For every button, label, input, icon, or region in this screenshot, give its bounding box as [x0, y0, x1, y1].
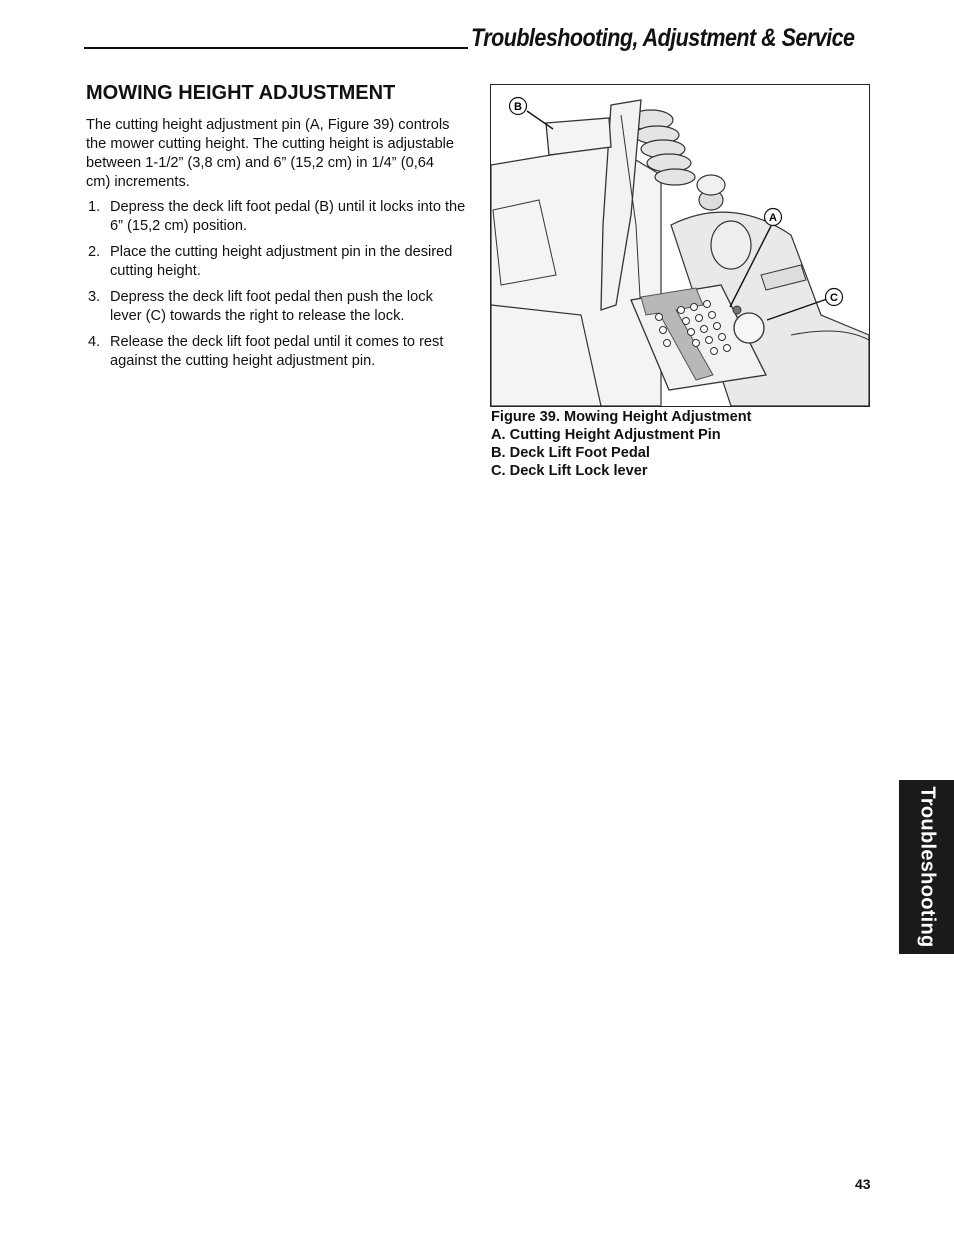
- troubleshooting-tab[interactable]: [899, 780, 954, 954]
- troubleshooting-tab-label: Troubleshooting: [916, 786, 938, 948]
- callout-a-label: A: [769, 212, 777, 224]
- step-number: 2.: [88, 244, 101, 260]
- step-text: Place the cutting height adjustment pin in the desired cutting height.: [110, 244, 453, 279]
- list-item: [86, 243, 466, 281]
- callout-a: [765, 209, 782, 226]
- callout-b-label: B: [514, 101, 522, 113]
- header-rule: [84, 47, 468, 49]
- step-number: 4.: [88, 334, 101, 350]
- step-text: Depress the deck lift foot pedal then push the lock lever (C) towards the right to release the lock.: [110, 289, 433, 324]
- list-item: [86, 198, 466, 236]
- step-text: Release the deck lift foot pedal until it comes to rest against the cutting height adjustment pin.: [110, 334, 444, 369]
- caption-title: Figure 39. Mowing Height Adjustment: [491, 409, 752, 425]
- caption-item: A. Cutting Height Adjustment Pin: [491, 427, 721, 443]
- list-item: [86, 288, 466, 326]
- step-number: 3.: [88, 289, 101, 305]
- intro-paragraph: The cutting height adjustment pin (A, Figure 39) controls the mower cutting height. The cutting height is adjustable between 1-1/2” (3,8 cm) and 6” (15,2 cm) in 1/4” (0,64 cm) increments.: [86, 117, 455, 190]
- figure-39-illustration: [490, 84, 870, 407]
- page-header-title: Troubleshooting, Adjustment & Service: [471, 24, 855, 52]
- section-heading: MOWING HEIGHT ADJUSTMENT: [86, 82, 396, 104]
- step-number: 1.: [88, 199, 101, 215]
- list-item: [86, 333, 466, 371]
- caption-item: C. Deck Lift Lock lever: [491, 463, 648, 479]
- caption-item: B. Deck Lift Foot Pedal: [491, 445, 650, 461]
- callout-c: [826, 289, 843, 306]
- step-text: Depress the deck lift foot pedal (B) until it locks into the 6” (15,2 cm) position.: [110, 199, 466, 234]
- callout-c-label: C: [830, 292, 838, 304]
- figure-caption: [491, 408, 752, 480]
- steps-list: [86, 198, 466, 378]
- callout-b: [510, 98, 527, 115]
- page-number: 43: [855, 1176, 871, 1192]
- mower-pedal-drawing: [491, 85, 869, 406]
